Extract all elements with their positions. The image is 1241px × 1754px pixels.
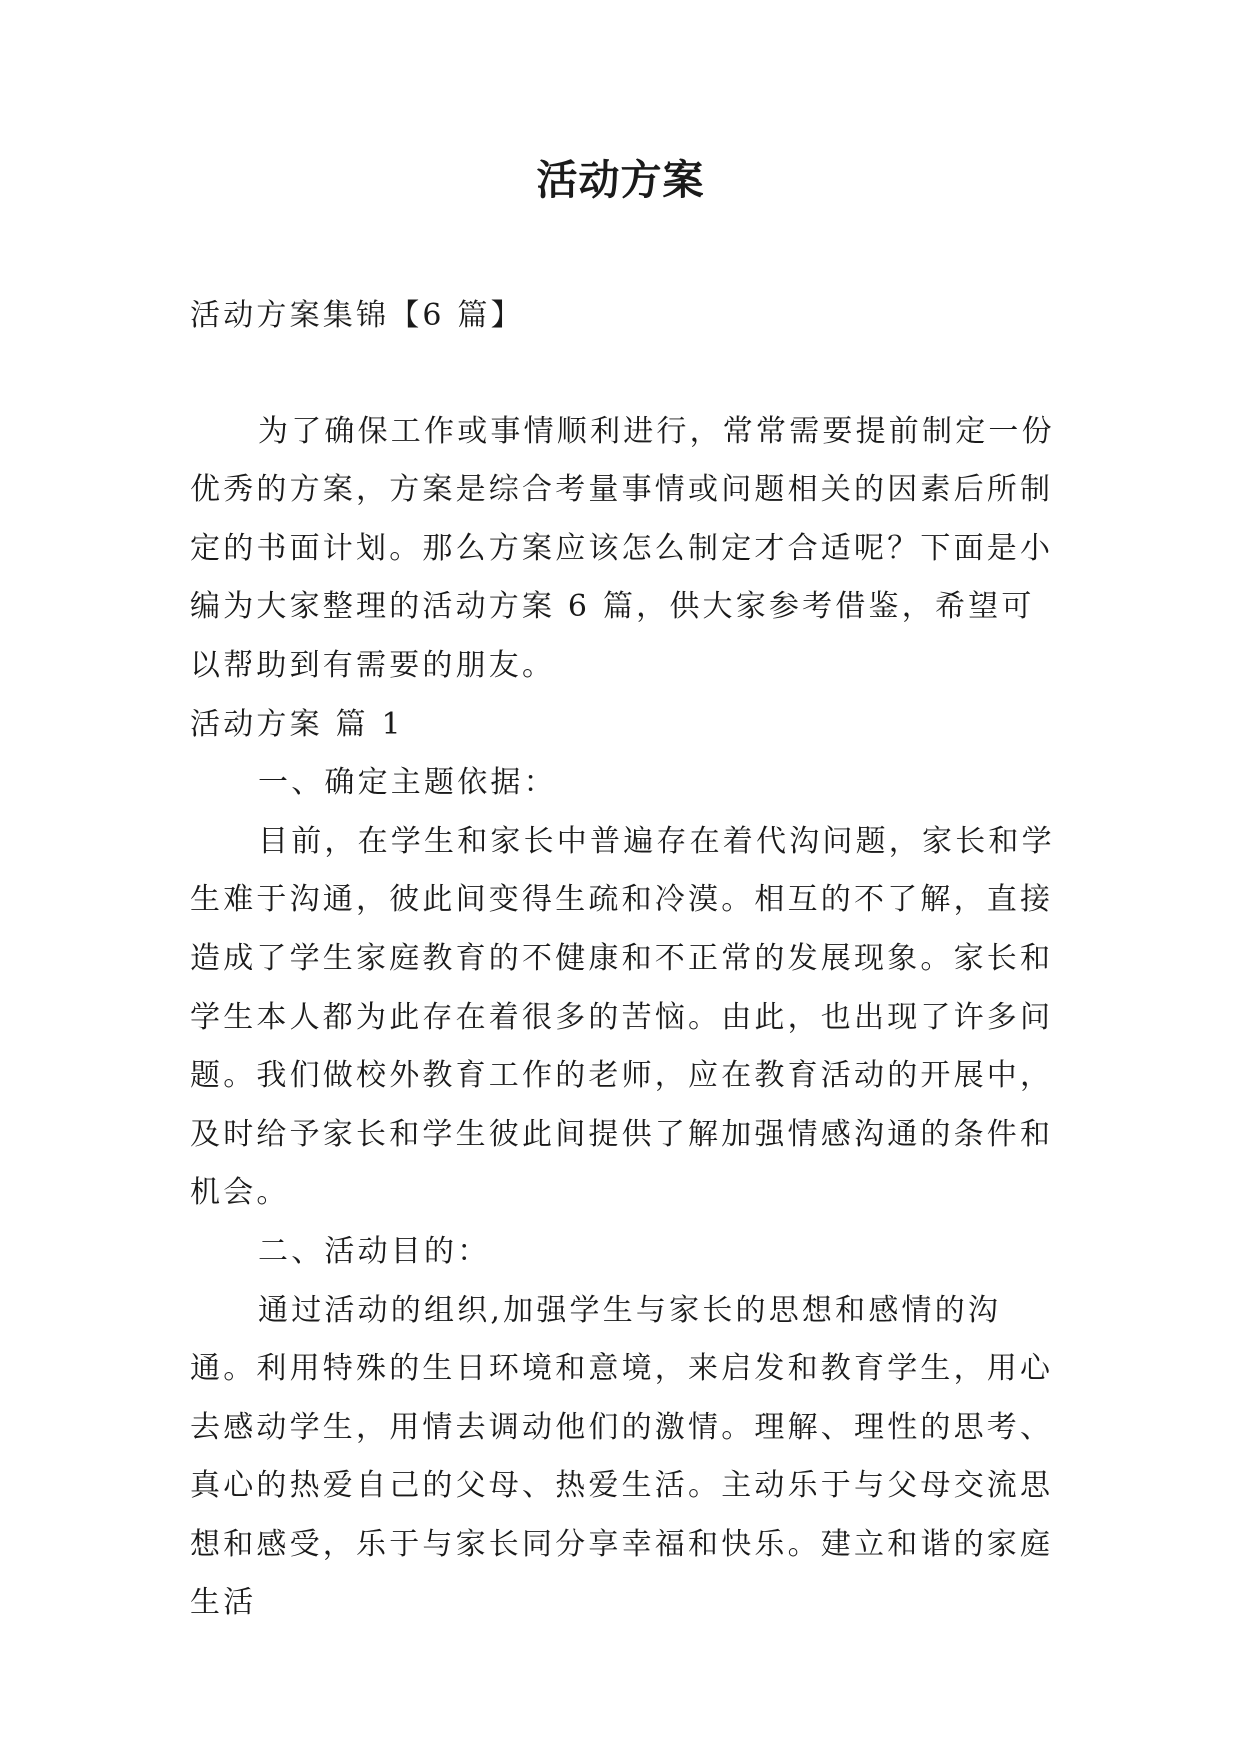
spacer	[190, 346, 1060, 403]
document-title: 活动方案	[536, 156, 705, 204]
heading-topic-basis: 一、确定主题依据：	[258, 765, 557, 801]
heading-activity-purpose: 二、活动目的：	[258, 1233, 491, 1269]
section-heading: 活动方案 篇 1	[190, 706, 404, 742]
intro-paragraph: 为了确保工作或事情顺利进行，常常需要提前制定一份优秀的方案，方案是综合考量事情或问题相关的因素后所制定的书面计划。那么方案应该怎么制定才合适呢？下面是小编为大家整理的活动方案 6 篇，供大家参考借鉴，希望可以帮助到有需要的朋友。	[190, 413, 1055, 683]
paragraph-topic-basis: 目前，在学生和家长中普遍存在着代沟问题，家长和学生难于沟通，彼此间变得生疏和冷漠。相互的不了解，直接造成了学生家庭教育的不健康和不正常的发展现象。家长和学生本人都为此存在着很多的苦恼。由此，也出现了许多问题。我们做校外教育工作的老师，应在教育活动的开展中，及时给予家长和学生彼此间提供了解加强情感沟通的条件和机会。	[190, 823, 1055, 1211]
document-body	[190, 287, 1060, 1633]
document-subtitle: 活动方案集锦【6 篇】	[190, 298, 524, 333]
paragraph-activity-purpose: 通过活动的组织,加强学生与家长的思想和感情的沟通。利用特殊的生日环境和意境，来启发和教育学生，用心去感动学生，用情去调动他们的激情。理解、理性的思考、真心的热爱自己的父母、热爱生活。主动乐于与父母交流思想和感受，乐于与家长同分享幸福和快乐。建立和谐的家庭生活	[190, 1292, 1054, 1621]
